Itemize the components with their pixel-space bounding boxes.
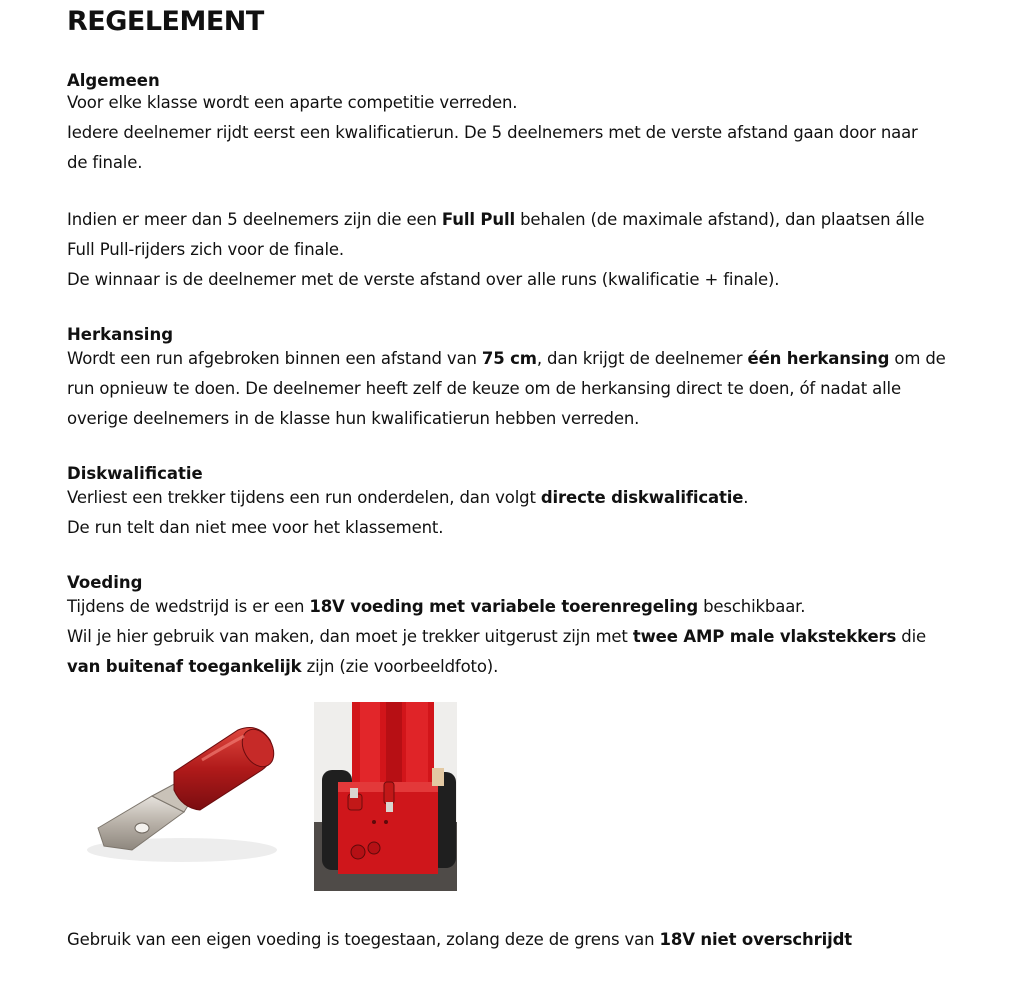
section-algemeen [67,68,967,178]
section-voeding [67,570,967,682]
bold-text: 75 cm [481,349,537,368]
text-run: . [743,488,749,507]
section-heading: Algemeen [67,71,160,90]
text-run: Verliest een trekker tijdens een run onderdelen, dan volgt [67,488,541,507]
paragraph-line: Voor elke klasse wordt een aparte competitie verreden. [67,93,518,112]
section-heading: Voeding [67,573,143,592]
section-heading: Herkansing [67,325,174,344]
paragraph-line [67,622,967,652]
paragraph-line [67,205,967,235]
text-run: Wil je hier gebruik van maken, dan moet je trekker uitgerust zijn met [67,627,633,646]
tractor-photo [314,702,457,891]
paragraph-line [67,344,967,374]
section-diskwalificatie [67,461,967,543]
bold-text: 18V niet overschrijdt [659,930,853,949]
text-run: Indien er meer dan 5 deelnemers zijn die een [67,210,442,229]
paragraph-line [67,483,967,513]
bold-text: Full Pull [441,210,515,229]
text-run: beschikbaar. [698,597,806,616]
section-heading: Diskwalificatie [67,464,203,483]
text-run: Tijdens de wedstrijd is er een [67,597,310,616]
paragraph-line: overige deelnemers in de klasse hun kwalificatierun hebben verreden. [67,409,640,428]
paragraph-line: De run telt dan niet mee voor het klassement. [67,518,444,537]
bold-text: twee AMP male vlakstekkers [632,627,897,646]
text-run: Gebruik van een eigen voeding is toegestaan, zolang deze de grens van [67,930,660,949]
text-run: zijn (zie voorbeeldfoto). [301,657,499,676]
text-run: om de [889,349,946,368]
paragraph-line: De winnaar is de deelnemer met de verste afstand over alle runs (kwalificatie + finale). [67,270,780,289]
tractor-connectors-image [314,702,457,891]
connector-photo [62,700,288,890]
paragraph-line: Iedere deelnemer rijdt eerst een kwalificatierun. De 5 deelnemers met de verste afstand gaan door naar [67,123,918,142]
bold-text: directe diskwalificatie [540,488,744,507]
paragraph-line [67,652,967,682]
page-title: REGELEMENT [67,6,264,37]
bold-text: één herkansing [747,349,890,368]
bold-text: 18V voeding met variabele toerenregeling [309,597,698,616]
paragraph-line: de finale. [67,153,143,172]
paragraph-line [67,592,967,622]
section-algemeen-fullpull [67,205,967,295]
text-run: Wordt een run afgebroken binnen een afstand van [67,349,482,368]
text-run: , dan krijgt de deelnemer [536,349,748,368]
footer-note [67,925,852,955]
text-run: die [896,627,927,646]
bold-text: van buitenaf toegankelijk [67,657,302,676]
paragraph-line: run opnieuw te doen. De deelnemer heeft zelf de keuze om de herkansing direct te doen, óf nadat alle [67,379,901,398]
flat-connector-image [62,700,288,890]
text-run: behalen (de maximale afstand), dan plaatsen álle [514,210,925,229]
section-herkansing [67,322,967,434]
paragraph-line: Full Pull-rijders zich voor de finale. [67,240,345,259]
